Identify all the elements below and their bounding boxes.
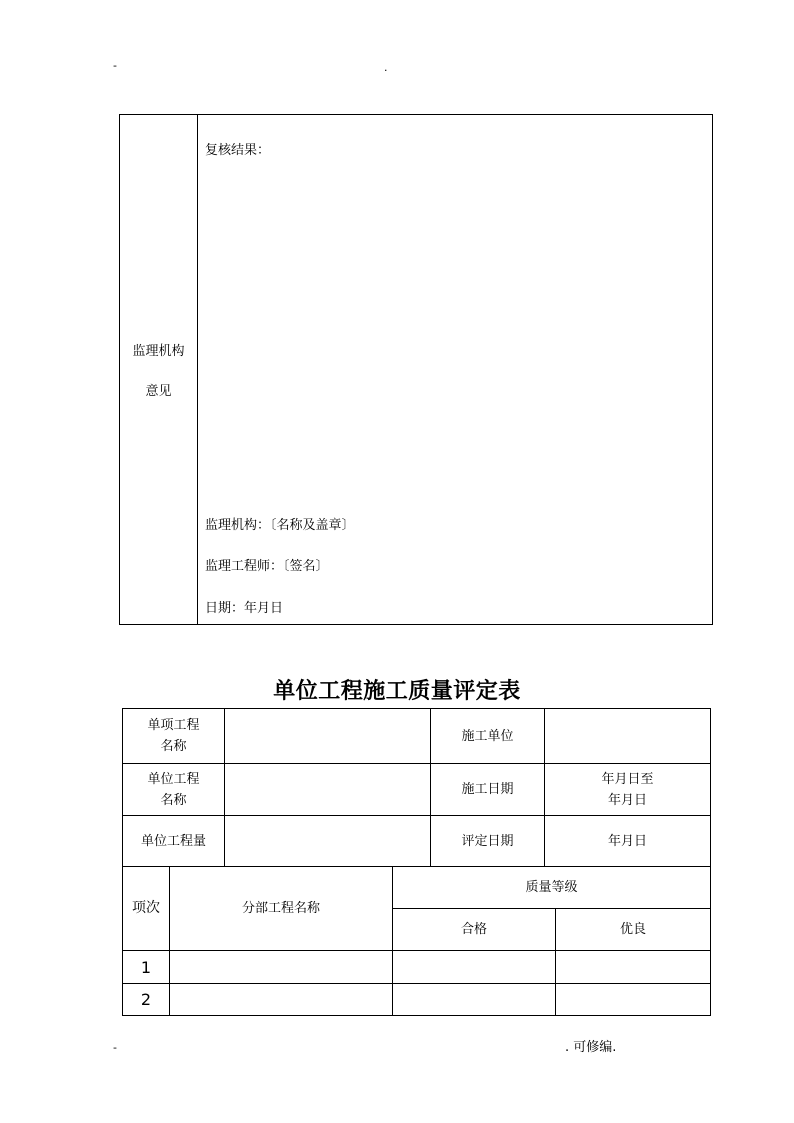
quality-grade-header: 质量等级 [525,880,578,895]
item-no-header: 项次 [132,900,160,916]
footer-editable-note: . 可修编. [565,1040,617,1055]
unit-project-name-value[interactable] [225,764,430,815]
item-project-name-line2: 名称 [160,739,187,754]
evaluation-date-value[interactable]: 年月日 [607,833,647,849]
row2-excellent[interactable] [556,984,710,1015]
row1-excellent[interactable] [556,951,710,983]
construction-unit-label: 施工单位 [461,728,514,744]
table-row-no: 1 [140,957,152,977]
header-left-mark: - [113,59,117,72]
construction-date-line1: 年月日至 [601,771,654,787]
row2-subproject-name[interactable] [170,984,392,1015]
subproject-name-header: 分部工程名称 [241,901,320,916]
item-project-name-line1: 单项工程 [147,718,200,733]
construction-unit-value[interactable] [545,709,710,763]
unit-quantity-label: 单位工程量 [140,833,206,849]
row1-subproject-name[interactable] [170,951,392,983]
unit-project-name-line1: 单位工程 [147,771,200,787]
table-line [710,708,711,1016]
supervision-label-cell [120,115,198,624]
supervision-agency-label: 监理机构：〔名称及盖章〕 [205,518,355,533]
page-title: 单位工程施工质量评定表 [273,679,521,704]
header-center-mark: . [384,61,388,74]
quality-evaluation-table [122,708,711,1016]
qualified-header: 合格 [460,922,487,937]
excellent-header: 优良 [619,922,646,937]
supervision-date-label: 日期：年月日 [205,601,284,616]
table-row-no: 2 [140,990,152,1009]
supervision-engineer-label: 监理工程师：〔签名〕 [205,559,329,574]
supervision-label-line2: 意见 [145,384,172,399]
unit-project-name-line2: 名称 [160,792,187,808]
row2-qualified[interactable] [393,984,555,1015]
row1-qualified[interactable] [393,951,555,983]
unit-quantity-value[interactable] [225,816,430,866]
table-line [122,1015,711,1016]
supervision-opinion-table [119,114,713,625]
unit-project-name-label [123,764,224,815]
construction-date-line2: 年月日 [607,792,647,808]
evaluation-date-label: 评定日期 [461,833,514,849]
review-result-label: 复核结果： [205,143,271,158]
supervision-label-line1: 监理机构 [132,344,185,359]
item-project-name-label [123,709,224,763]
construction-date-value[interactable] [545,764,710,815]
item-project-name-value[interactable] [225,709,430,763]
construction-date-label: 施工日期 [461,782,514,797]
footer-left-mark: - [113,1041,117,1054]
